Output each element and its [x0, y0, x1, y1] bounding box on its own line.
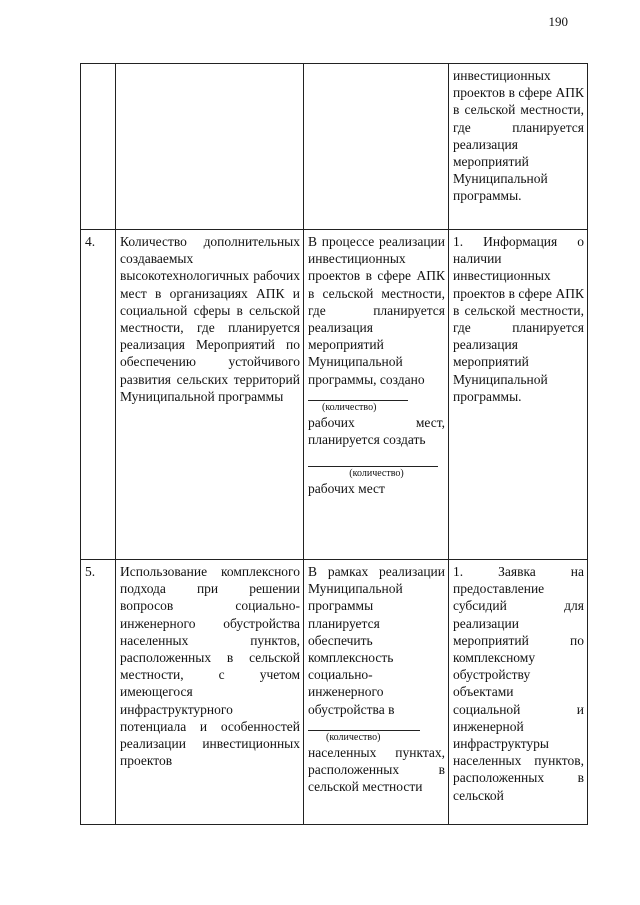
- table-row: [81, 230, 588, 560]
- target-cell: [304, 560, 449, 825]
- blank-line: [308, 456, 438, 467]
- target-text: рабочих мест: [308, 481, 385, 497]
- table-row: [81, 560, 588, 825]
- table-row: [81, 64, 588, 230]
- indicator-cell: Количество дополнительных создаваемых высокотехнологичных рабочих мест в организациях АПК и социальной сферы в сельской местности, где планируется реализация Мероприятий по обеспечению устойчивого развития сельских территорий Муниципальной программы: [116, 230, 304, 560]
- blank-caption: (количество): [326, 731, 381, 743]
- source-cell: 1. Информация о наличии инвестиционных проектов в сфере АПК в сельской местности, где планируется реализация мероприятий Муниципальной программы.: [449, 230, 588, 560]
- blank-caption: (количество): [349, 468, 404, 480]
- target-text: рабочих мест, планируется создать: [308, 414, 445, 448]
- source-cell: инвестиционных проектов в сфере АПК в сельской местности, где планируется реализация мероприятий Муниципальной программы.: [449, 64, 588, 230]
- row-number-cell: 5.: [81, 560, 116, 825]
- target-text: В процессе реализации инвестиционных проектов в сфере АПК в сельской местности, где планируется реализация мероприятий Муниципальной программы, создано: [308, 234, 445, 387]
- blank-line: [308, 720, 420, 731]
- source-cell: 1. Заявка на предоставление субсидий для реализации мероприятий по комплексному обустройству объектами социальной и инженерной инфраструктуры населенных пунктов, расположенных в сельской: [449, 560, 588, 825]
- row-number-cell: [81, 64, 116, 230]
- document-table: [80, 63, 588, 825]
- target-cell: [304, 64, 449, 230]
- blank-line: [308, 390, 408, 401]
- indicator-cell: Использование комплексного подхода при решении вопросов социально-инженерного обустройства населенных пунктов, расположенных в сельской местности, с учетом имеющегося инфраструктурного потенциала и особенностей реализации инвестиционных проектов: [116, 560, 304, 825]
- target-text: В рамках реализации Муниципальной программы планируется обеспечить комплексность социально-инженерного обустройства в: [308, 564, 445, 717]
- indicator-cell: [116, 64, 304, 230]
- target-text: населенных пунктах, расположенных в сельской местности: [308, 744, 445, 795]
- target-cell: [304, 230, 449, 560]
- row-number-cell: 4.: [81, 230, 116, 560]
- page-number: 190: [548, 14, 568, 29]
- blank-caption: (количество): [322, 401, 377, 413]
